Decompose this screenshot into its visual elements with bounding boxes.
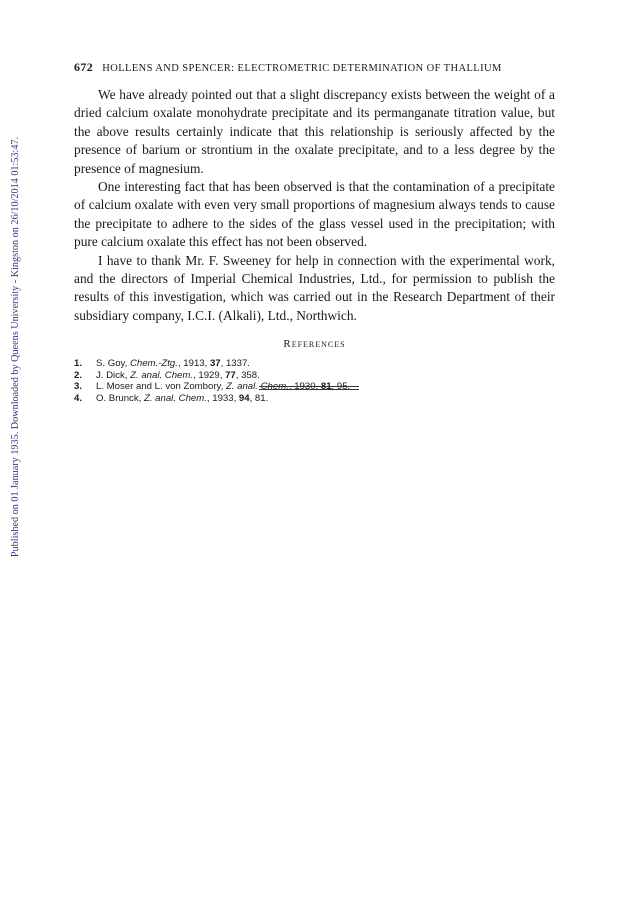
end-rule-divider (259, 386, 359, 390)
paragraph-3: I have to thank Mr. F. Sweeney for help in connection with the experimental work, and the directors of Imperial Chemical Industries, Ltd., for permission to publish the results of this investigation, which was carried out in the Research Department of their subsidiary company, I.C.I. (Alkali), Ltd., Northwich. (74, 252, 555, 323)
reference-text: J. Dick, Z. anal. Chem., 1929, 77, 358. (96, 369, 260, 381)
reference-text: S. Goy, Chem.-Ztg., 1913, 37, 1337. (96, 358, 250, 370)
reference-text: L. Moser and L. von Zombory, Z. anal. Chem., 1930, 81, 95. (96, 381, 351, 393)
reference-item (74, 358, 555, 369)
reference-item (74, 370, 555, 381)
download-margin-note: Published on 01 January 1935. Downloaded by Queens University - Kingston on 26/10/2014 01:53:47. (10, 136, 21, 558)
page-content (74, 60, 555, 404)
paragraph-1: We have already pointed out that a slight discrepancy exists between the weight of a dried calcium oxalate monohydrate precipitate and its permanganate titration value, but the above results certainly indicate that this relationship is seriously affected by the presence of barium or strontium in the oxalate precipitate, and to a less degree by the presence of magnesium. (74, 87, 555, 176)
running-head (74, 60, 555, 76)
reference-text: O. Brunck, Z. anal. Chem., 1933, 94, 81. (96, 392, 269, 404)
reference-item (74, 393, 555, 404)
reference-number: 4. (74, 392, 83, 404)
reference-number: 1. (74, 358, 83, 370)
page-number: 672 (74, 60, 94, 74)
paragraph-2: One interesting fact that has been observed is that the contamination of a precipitate of calcium oxalate with even very small proportions of magnesium always tends to cause the precipitate to adhere to the sides of the glass vessel used in the precipitation; with pure calcium oxalate this effect has not been observed. (74, 179, 555, 250)
reference-list (74, 358, 555, 404)
reference-number: 3. (74, 381, 83, 393)
reference-number: 2. (74, 369, 83, 381)
running-head-title: HOLLENS AND SPENCER: ELECTROMETRIC DETERMINATION OF THALLIUM (102, 63, 502, 74)
references-heading: References (283, 338, 346, 351)
